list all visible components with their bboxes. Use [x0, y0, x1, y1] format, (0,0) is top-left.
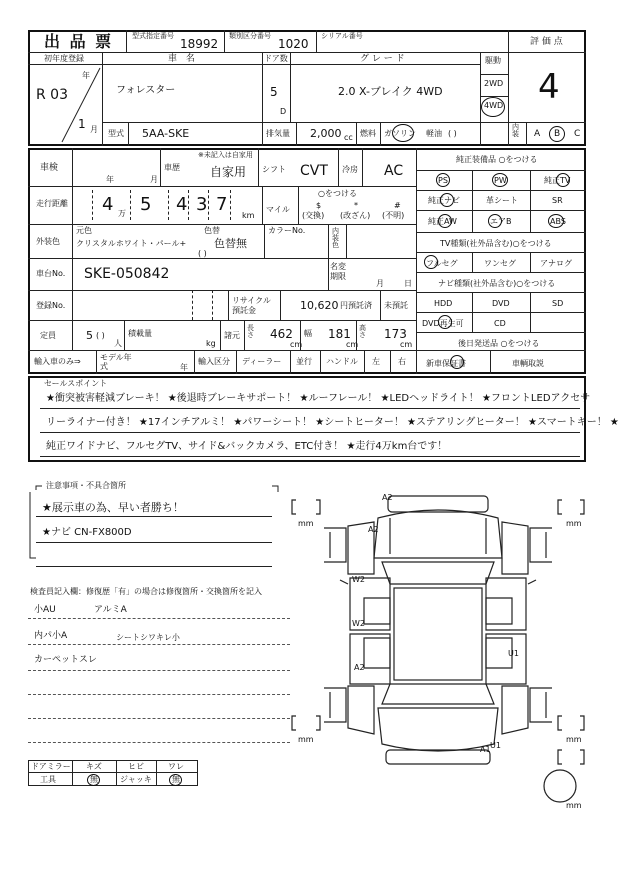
legend-h-mirror: ドアミラー: [31, 762, 71, 771]
chassis-label: 車台No.: [36, 269, 66, 278]
notes-line-2: ★ナビ CN-FX800D: [42, 527, 132, 538]
mileage-digit-2: 5: [140, 194, 152, 215]
capacity-paren: ( ): [96, 331, 105, 340]
color-code: 色替無: [214, 237, 247, 250]
inspection-note-label: 検査員記入欄：修復歴「有」の場合は修復箇所・交換箇所を記入: [30, 587, 262, 596]
recycle-label: リサイクル預託金: [232, 296, 271, 315]
equip-sr: SR: [552, 196, 563, 205]
inspection-line-1a: 小AU: [34, 605, 56, 615]
fuel-light: 軽油: [426, 129, 442, 138]
fuel-gas-circle: [392, 124, 414, 142]
capacity-label: 定員: [40, 331, 56, 340]
drive-label: 駆動: [485, 56, 501, 65]
dims-label: 諸元: [224, 331, 240, 340]
navi-dvd: DVD: [492, 299, 510, 308]
tamper-sym: *: [354, 201, 358, 210]
page-title: 出 品 票: [44, 32, 114, 51]
equip-leather: 革シート: [486, 196, 518, 205]
capacity-person: 人: [114, 339, 122, 348]
capacity: 5: [86, 329, 93, 342]
inspection-line-3: カーペットスレ: [34, 655, 97, 665]
chassis: SKE-050842: [84, 266, 170, 282]
model-type-label: 型式: [108, 129, 124, 138]
grade: 2.0 X-ブレイク 4WD: [338, 85, 443, 98]
navi-dvd-play-circle: [438, 315, 452, 329]
legend-jack: ジャッキ: [120, 775, 152, 784]
shift: CVT: [300, 163, 328, 179]
mark-note: ○をつける: [318, 189, 357, 198]
legend-jack-circle: [169, 774, 182, 786]
mm-rear-left: mm: [298, 735, 314, 744]
inspection-month: 月: [150, 175, 158, 184]
legend-tools-circle: [87, 774, 100, 786]
equip-airbag: エアB: [490, 217, 512, 226]
later-manual: 車輌取説: [512, 359, 544, 368]
color-original-label: 元色: [76, 226, 92, 235]
equip-abs: ABS: [550, 217, 566, 226]
history-label: 車歴: [164, 163, 180, 172]
import-parallel: 並行: [296, 357, 312, 366]
doors: 5: [270, 85, 278, 99]
mm-front-right: mm: [566, 519, 582, 528]
model-cert-label: 型式指定番号: [132, 32, 174, 40]
recycle-unit: 円預託済: [340, 301, 372, 310]
fuel-label: 燃料: [360, 129, 376, 138]
mileage-label: 走行距離: [36, 199, 68, 208]
notes-bracket: [28, 481, 280, 564]
navi-sd: SD: [552, 299, 564, 308]
equip-airbag-circle: [488, 214, 502, 228]
serial-label: シリアル番号: [321, 32, 363, 40]
mark-u1-rear: U1: [490, 741, 501, 750]
interior-label: 内装: [512, 123, 519, 138]
model-cert-no: 18992: [180, 37, 219, 51]
equip-ps-circle: [436, 173, 450, 187]
color-label: 外装色: [36, 237, 60, 246]
mark-w2-front: W2: [352, 575, 365, 584]
import-label: 輸入車のみ⇒: [34, 357, 81, 366]
inspection-label: 車検: [40, 163, 59, 173]
year-unit: 年: [82, 71, 90, 80]
color-code-label: 色替: [204, 226, 220, 235]
unknown-label: (不明): [382, 211, 405, 220]
inspection-year: 年: [106, 175, 114, 184]
mark-a2-fender: A2: [368, 525, 379, 534]
equip-tv: 純正TV: [544, 176, 571, 185]
tv-fullseg-circle: [424, 255, 438, 269]
unknown-sym: #: [394, 201, 401, 210]
model-year-label: モデル年式: [100, 353, 132, 371]
length-label: 長さ: [247, 324, 254, 339]
inspection-line-2a: 内パ小A: [34, 631, 68, 641]
model-year-unit: 年: [180, 363, 188, 372]
fuel-other: ( ): [448, 129, 457, 138]
equip-navi-circle: [440, 193, 454, 207]
mileage-digit-4: 3: [196, 194, 208, 215]
equipment-title: 純正装備品 ○をつける: [456, 155, 538, 164]
legend-h-break: ワレ: [168, 762, 184, 771]
width: 181: [328, 327, 351, 341]
drive-2wd: 2WD: [484, 79, 504, 88]
navi-cd: CD: [494, 319, 506, 328]
mark-w2-rear: W2: [352, 619, 365, 628]
car-name: フォレスター: [116, 85, 176, 96]
category-label: 類別区分番号: [229, 32, 271, 40]
height-label: 高さ: [359, 324, 366, 339]
sales-line-3: 純正ワイドナビ、フルセグTV、サイド&バックカメラ、ETC付き！ ★走行4万km台です！: [46, 441, 448, 452]
mark-a1-rear: A1: [480, 745, 491, 754]
tv-analog: アナログ: [540, 259, 572, 268]
interior-a: A: [534, 129, 541, 139]
handle-right: 右: [398, 357, 406, 366]
interior-b: B: [554, 129, 561, 139]
sales-line-2: リーライナー付き！ ★17インチアルミ！ ★パワーシート！ ★シートヒーター！ ★ステアリングヒーター！ ★スマートキー！ ★: [46, 417, 619, 428]
drive-4wd: 4WD: [484, 101, 504, 110]
mark-a2-front: A2: [382, 493, 393, 502]
model-type: 5AA-SKE: [142, 127, 190, 140]
displacement: 2,000: [310, 127, 342, 140]
legend-tools: 工具: [40, 775, 56, 784]
navi-dvd-play: DVD再生可: [422, 319, 464, 328]
later-warranty-circle: [450, 355, 464, 369]
car-name-label: 車 名: [168, 54, 198, 64]
mileage-digit-5: 7: [216, 194, 228, 215]
shift-label: シフト: [262, 165, 286, 174]
load-kg: kg: [206, 339, 216, 348]
first-reg-label: 初年度登録: [44, 54, 84, 63]
displacement-label: 排気量: [266, 129, 290, 138]
grade-points-label: 評 価 点: [530, 37, 563, 47]
recycle-not: 未預託: [384, 301, 408, 310]
legend-h-scratch: キズ: [86, 762, 102, 771]
ac-label: 冷房: [342, 165, 358, 174]
length-cm: cm: [290, 340, 303, 349]
navi-title: ナビ種類(社外品含む)○をつける: [438, 279, 556, 288]
import-dealer: ディーラー: [242, 357, 282, 366]
later-warranty: 新車保証書: [426, 359, 466, 368]
name-change-month: 月: [376, 279, 384, 288]
legend-tools-val: 無: [90, 775, 98, 784]
history: 自家用: [210, 165, 247, 179]
mark-u1-side: U1: [508, 649, 519, 658]
legend-h-crack: ヒビ: [128, 762, 144, 771]
equip-abs-circle: [548, 214, 564, 228]
mark-a2-rear: A2: [354, 663, 365, 672]
equip-aw-circle: [438, 214, 452, 228]
sales-line-1: ★衝突被害軽減ブレーキ！ ★後退時ブレーキサポート！ ★ルーフレール！ ★LEDヘッドライト！ ★フロントLEDアクセサ: [46, 393, 591, 404]
sales-points-label: セールスポイント: [44, 379, 108, 388]
grade-points: 4: [538, 67, 560, 107]
equip-pw-circle: [492, 173, 508, 187]
import-div-label: 輸入区分: [198, 357, 230, 366]
grade-label: グ レ ー ド: [360, 54, 405, 64]
first-reg-month: 1: [78, 117, 86, 131]
mileage-km: km: [242, 211, 255, 220]
swap-sym: $: [316, 201, 322, 210]
equip-navi: 純正ナビ: [428, 196, 460, 205]
legend-jack-val: 無: [172, 775, 180, 784]
inspection-line-1b: アルミA: [94, 605, 127, 615]
color-original: クリスタルホワイト・パール+: [76, 239, 187, 248]
notes-line-1: ★展示車の為、早い者勝ち！: [42, 501, 184, 514]
doors-label: ドア数: [264, 54, 288, 63]
door-type: D: [280, 107, 287, 116]
color-paren: ( ): [198, 249, 207, 258]
handle-label: ハンドル: [326, 357, 358, 366]
swap-label: (交換): [302, 211, 325, 220]
fuel-gas: ガソリン: [384, 129, 416, 138]
recycle: 10,620: [300, 299, 339, 312]
mileage-man: 万: [118, 209, 126, 218]
ac: AC: [384, 163, 404, 179]
car-diagram: [290, 488, 590, 818]
mile-label: マイル: [266, 205, 290, 214]
drive-4wd-circle: [481, 97, 505, 117]
name-change-label: 名変期限: [330, 262, 346, 281]
equip-ps: PS: [438, 176, 448, 185]
later-title: 後日発送品 ○をつける: [458, 339, 540, 348]
mileage-digit-1: 4: [102, 194, 114, 215]
inspection-line-2b: シートシワキレ小: [116, 633, 180, 642]
tv-title: TV種類(社外品含む)○をつける: [440, 239, 552, 248]
width-label: 幅: [304, 329, 312, 338]
interior-color-label: 内装色: [332, 227, 339, 249]
height: 173: [384, 327, 407, 341]
length: 462: [270, 327, 293, 341]
notes-label: 注意事項・不具合箇所: [46, 481, 126, 490]
cc-unit: cc: [344, 133, 353, 142]
handle-left: 左: [372, 357, 380, 366]
mileage-digit-3: 4: [176, 194, 188, 215]
tamper-label: (改ざん): [340, 211, 371, 220]
color-no-label: カラーNo.: [268, 226, 306, 235]
tv-oneseg: ワンセグ: [484, 259, 516, 268]
tv-fullseg: フルセグ: [426, 259, 458, 268]
height-cm: cm: [400, 340, 413, 349]
month-unit: 月: [90, 125, 98, 134]
equip-tv-circle: [556, 173, 570, 187]
name-change-day: 日: [404, 279, 412, 288]
mm-spare: mm: [566, 801, 582, 810]
equip-aw: 純正AW: [428, 217, 457, 226]
reg-label: 登録No.: [36, 301, 66, 310]
interior-c: C: [574, 129, 581, 139]
interior-b-circle: [549, 126, 565, 142]
width-cm: cm: [346, 340, 359, 349]
navi-hdd: HDD: [434, 299, 453, 308]
first-reg-era: R 03: [36, 87, 68, 103]
load-label: 積載量: [128, 329, 152, 338]
mm-front-left: mm: [298, 519, 314, 528]
equip-pw: PW: [494, 176, 507, 185]
category-no: 1020: [278, 37, 309, 51]
history-note: ※未記入は自家用: [198, 151, 253, 159]
mm-rear-right: mm: [566, 735, 582, 744]
